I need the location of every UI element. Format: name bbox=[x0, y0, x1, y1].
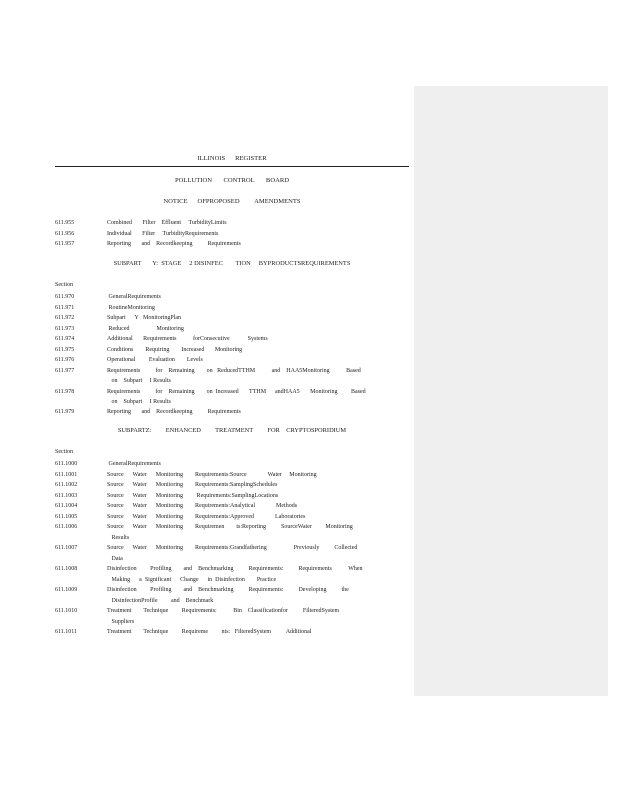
header-rule bbox=[55, 166, 409, 167]
subpart-y-heading: SUBPART Y: STAGE 2 DISINFEC TION BYPRODUCTSREQUIREMENTS bbox=[113, 260, 351, 267]
board-title: POLLUTION CONTROL BOARD bbox=[174, 177, 290, 184]
list-item: 611.1007 Source Water Monitoring Requirements:Grandfathering Previously Collected Data bbox=[55, 545, 358, 562]
notice-title: NOTICE OFPROPOSED AMENDMENTS bbox=[163, 198, 301, 205]
register-title: ILLINOIS REGISTER bbox=[197, 155, 267, 162]
comment-margin-panel bbox=[414, 86, 608, 696]
subpart-z-heading: SUBPARTZ: ENHANCED TREATMENT FOR CRYPTOSPORIDIUM bbox=[117, 427, 347, 434]
section-label: Section bbox=[55, 282, 73, 288]
list-item: 611.1009 Disinfection Profiling and Benchmarking Requirements: Developing the DisinfectionProfile and Benchmark bbox=[55, 587, 349, 604]
list-item: 611.1010 Treatment Technique Requirements: Bin Classificationfor FilteredSystem Suppliers bbox=[55, 608, 340, 625]
document-page: ILLINOIS REGISTER POLLUTION CONTROL BOARD NOTICE OFPROPOSED AMENDMENTS 611.955 Combined Filter Effluent TurbidityLimits 611.956 Individual Filter TurbidityRequirements 611.957 Reporting and Recordkeeping Requirements SUBPART Y: STAGE 2 DISINFEC TION BYPRODUCTSREQUIREMENTS Section 611.970 GeneralRequirements 611.971 RoutineMonitoring 611.972 Subpart Y MonitoringPlan 611.973 Reduced Monitoring 611.974 Additional Requirements forConsecutive Systems 611.975 Conditions Requiring Increased Monitoring 611.976 Operational Evaluation Levels 611.977 Requirements for Remaining on ReducedTTHM and HAA5Monitoring Based on Subpart I Results 611.978 Requirements for Remaining on Increased TTHM andHAA5 Monitoring Based on Subpart I Results 611.979 Reporting and Recordkeeping Requirements SUBPARTZ: ENHANCED TREATMENT FOR CRYPTOSPORIDIUM Section 611.1000 GeneralRequirements 611.1001 Source Water Monitoring Requirements:Source Water Monitoring 611.1002 Source Water Monitoring Requirements:SamplingSchedules 611.1003 Source Water Monitoring Requirements:SamplingLocations 611.1004 Source Water Monitoring Requirements:Analytical Methods 611.1005 Source Water Monitoring Requirements:Approved Laboratories 611.1006 Source Water Monitoring Requiremen ts:Reporting SourceWater Monitoring Results 611.1007 Source Water Monitoring Requirements:Grandfathering Previously Collected Data 611.1008 Disinfection Profiling and Benchmarking Requirements: Requirements When Making a Significant Change in Disinfection Practice 611.1009 Disinfection Profiling and Benchmarking Requirements: Developing the DisinfectionProfile and Benchmark 611.1010 Treatment Technique Requirements: Bin Classificationfor FilteredSystem Suppliers 611.1011 Treatment Technique Requireme nts: FilteredSystem Additional bbox=[0, 0, 414, 800]
list-item: 611.1008 Disinfection Profiling and Benchmarking Requirements: Requirements When Making a Significant Change in Disinfection Practice bbox=[55, 566, 363, 583]
list-item: 611.978 Requirements for Remaining on Increased TTHM andHAA5 Monitoring Based on Subpart I Results bbox=[55, 388, 366, 405]
list-item: 611.1006 Source Water Monitoring Requiremen ts:Reporting SourceWater Monitoring Results bbox=[55, 524, 353, 541]
section-label: Section bbox=[55, 449, 73, 455]
list-item: 611.977 Requirements for Remaining on ReducedTTHM and HAA5Monitoring Based on Subpart I Results bbox=[55, 367, 361, 384]
